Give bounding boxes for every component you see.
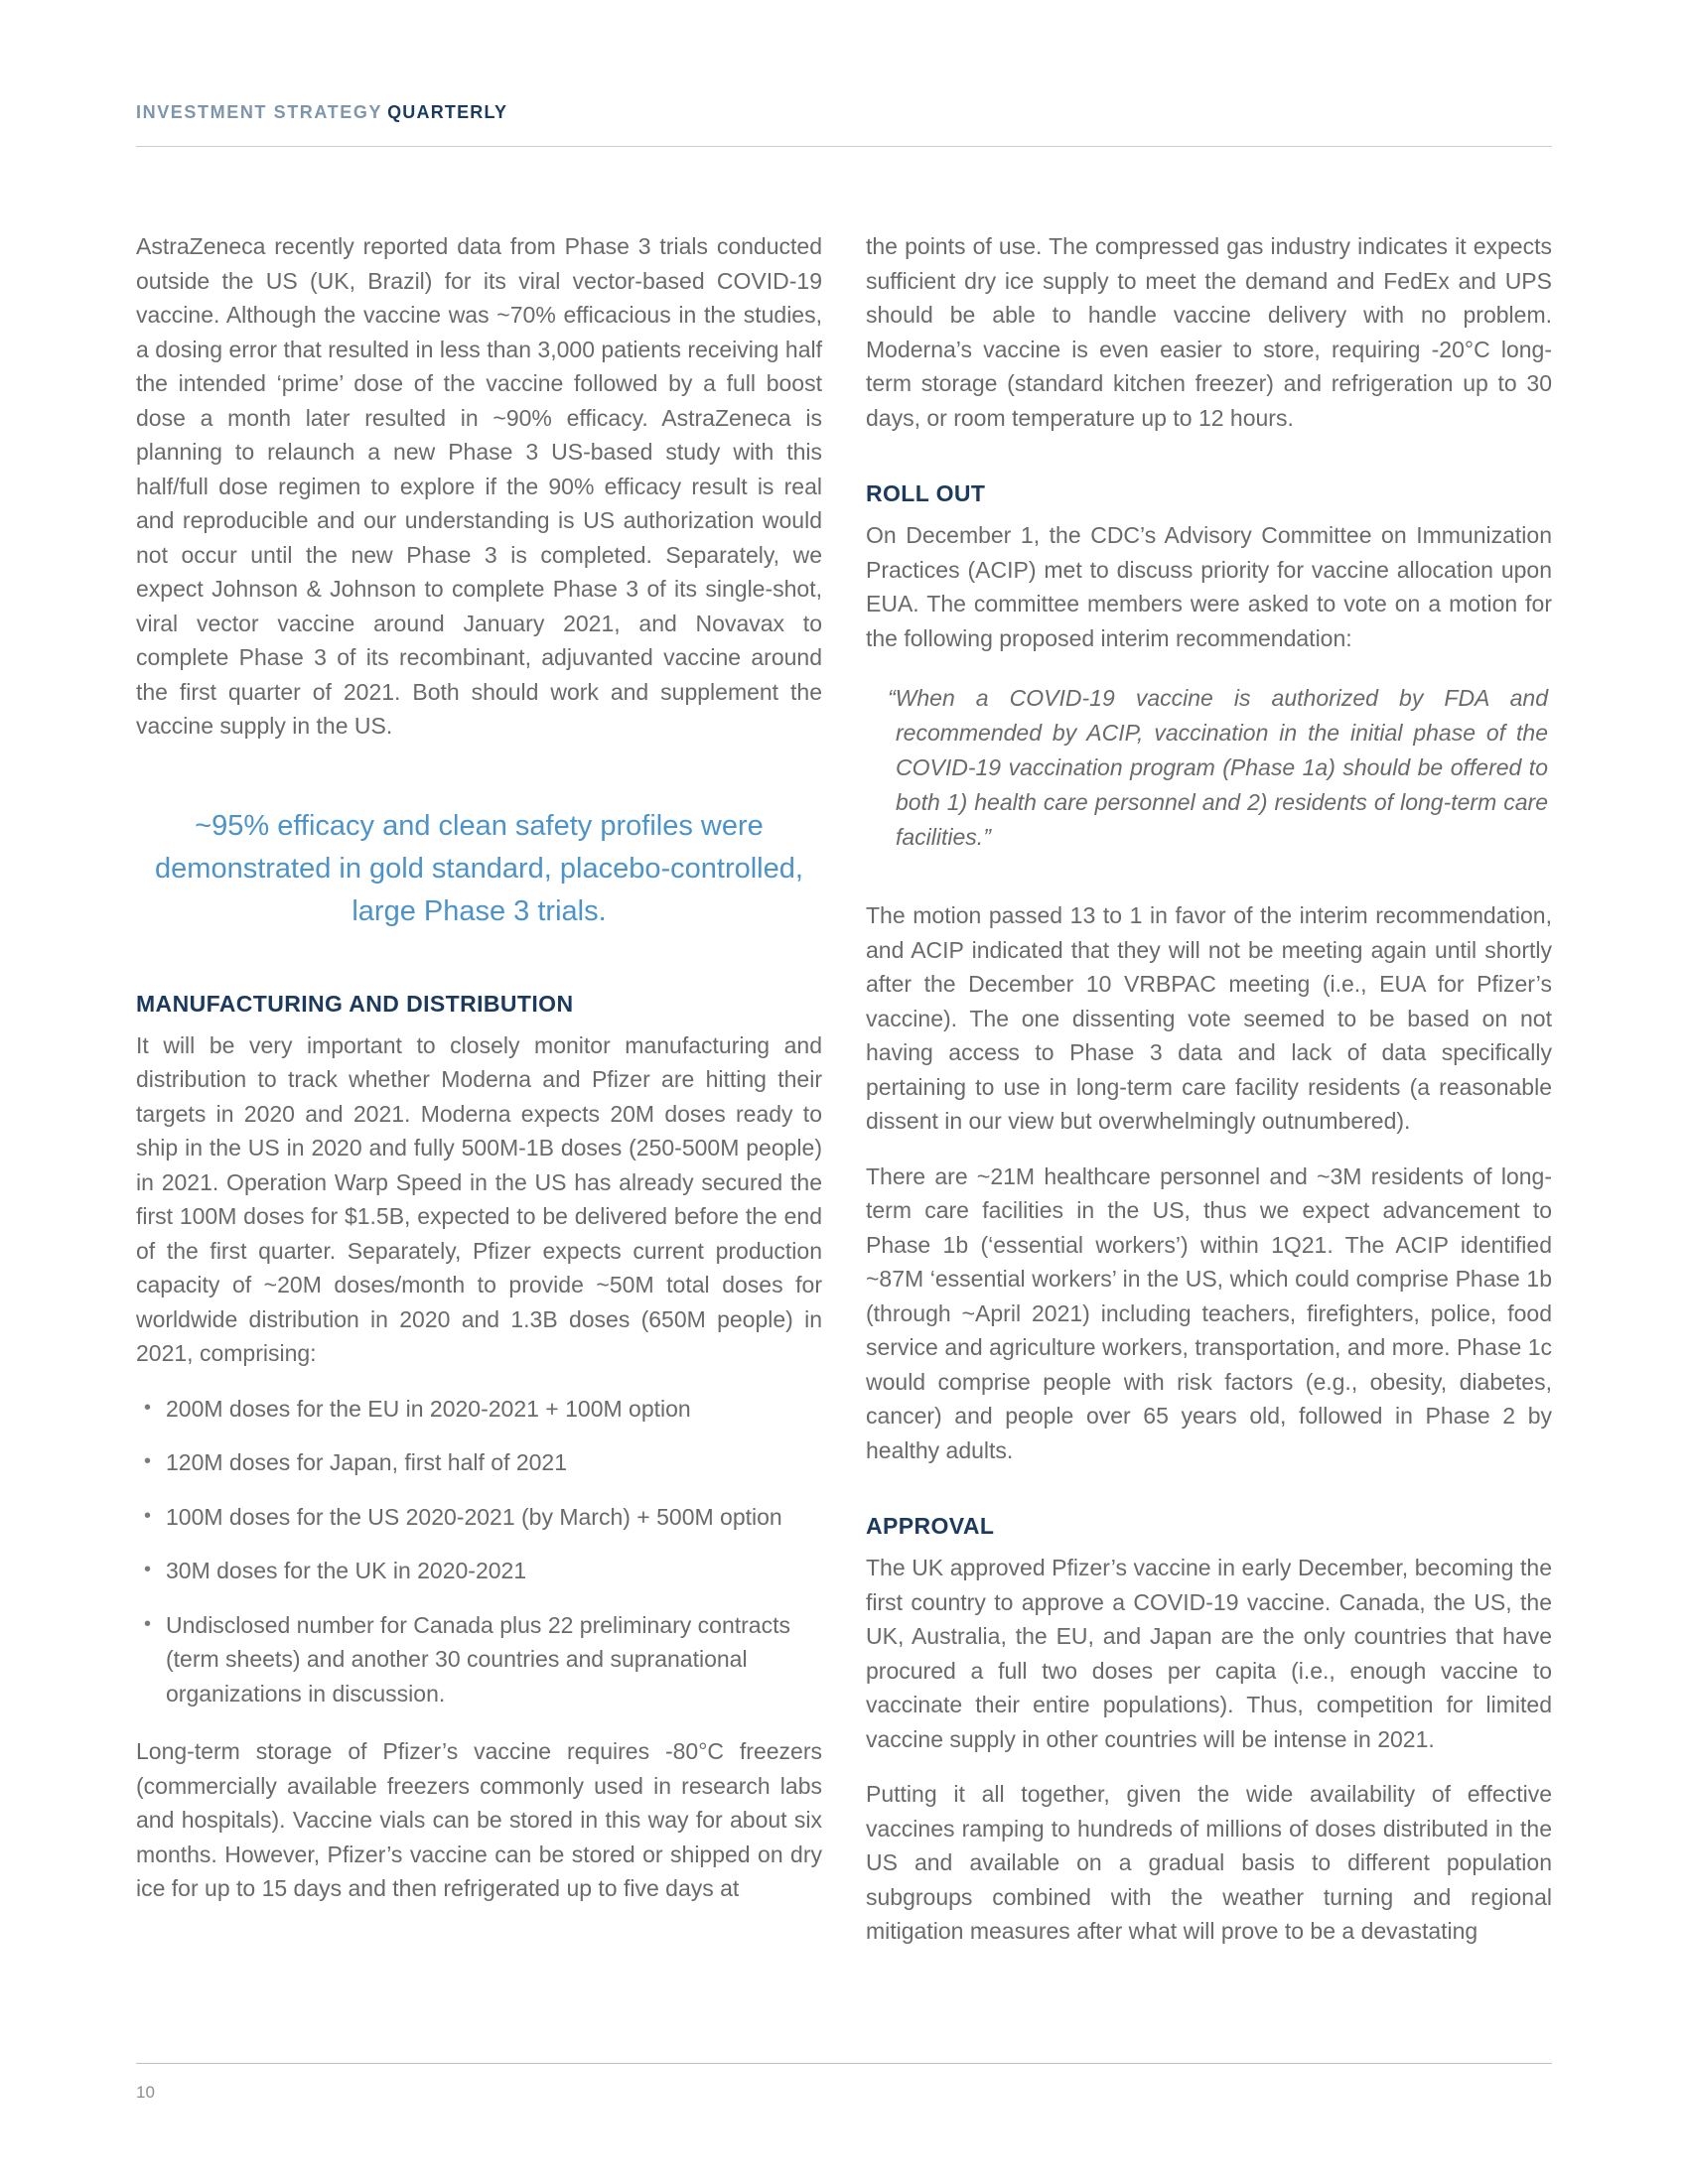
paragraph-acip: On December 1, the CDC’s Advisory Committee on Immunization Practices (ACIP) met to discuss priority for vaccine allocation upon EUA. The committee members were asked to vote on a motion for the following proposed interim recommendation: — [866, 522, 1552, 651]
paragraph-outlook: Putting it all together, given the wide availability of effective vaccines ramping to hundreds of millions of doses distributed in the US and available on a gradual basis to different population subgroups combined with the weather turning and regional mitigation measures after what will prove to be a devastating — [866, 1781, 1552, 1944]
paragraph-astrazeneca: AstraZeneca recently reported data from Phase 3 trials conducted outside the US (UK, Brazil) for its viral vector-based COVID-19 vaccine. Although the vaccine was ~70% efficacious in the studies, a dosing error that resulted in less than 3,000 patients receiving half the intended ‘prime’ dose of the vaccine followed by a full boost dose a month later resulted in ~90% efficacy. AstraZeneca is planning to relaunch a new Phase 3 US-based study with this half/full dose regimen to explore if the 90% efficacy result is real and reproducible and our understanding is US authorization would not occur until the new Phase 3 is completed. Separately, we expect Johnson & Johnson to complete Phase 3 of its single-shot, viral vector vaccine around January 2021, and Novavax to complete Phase 3 of its recombinant, adjuvanted vaccine around the first quarter of 2021. Both should work and supplement the vaccine supply in the US. — [136, 233, 822, 739]
section-heading-approval: APPROVAL — [866, 1513, 995, 1539]
list-item: • 30M doses for the UK in 2020-2021 — [136, 1554, 822, 1588]
page-header — [136, 102, 1552, 123]
list-item: • 120M doses for Japan, first half of 2021 — [136, 1445, 822, 1480]
dose-commitments-list — [136, 1392, 822, 1711]
publication-name-bold: QUARTERLY — [387, 102, 508, 122]
paragraph-storage: Long-term storage of Pfizer’s vaccine requires -80°C freezers (commercially available freezers commonly used in research labs and hospitals). Vaccine vials can be stored in this way for about six months. However, Pfizer’s vaccine can be stored or shipped on dry ice for up to 15 days and then refrigerated up to five days at — [136, 1738, 822, 1901]
page-number: 10 — [136, 2083, 155, 2102]
list-item: • 100M doses for the US 2020-2021 (by March) + 500M option — [136, 1500, 822, 1535]
acip-recommendation-quote: “When a COVID-19 vaccine is authorized by FDA and recommended by ACIP, vaccination in the initial phase of the COVID-19 vaccination program (Phase 1a) should be offered to both 1) health care personnel and 2) residents of long-term care facilities.” — [888, 685, 1548, 850]
publication-name: INVESTMENT STRATEGY — [136, 102, 383, 122]
header-divider — [136, 146, 1552, 147]
section-heading-manufacturing: MANUFACTURING AND DISTRIBUTION — [136, 990, 574, 1017]
left-column — [136, 229, 822, 1970]
paragraph-distribution: the points of use. The compressed gas industry indicates it expects sufficient dry ice supply to meet the demand and FedEx and UPS should be able to handle vaccine delivery with no problem. Moderna’s vaccine is even easier to store, requiring -20°C long-term storage (standard kitchen freezer) and refrigeration up to 30 days, or room temperature up to 12 hours. — [866, 233, 1552, 431]
paragraph-motion: The motion passed 13 to 1 in favor of the interim recommendation, and ACIP indicated that they will not be meeting again until shortly after the December 10 VRBPAC meeting (i.e., EUA for Pfizer’s vaccine). The one dissenting vote seemed to be based on not having access to Phase 3 data and lack of data specifically pertaining to use in long-term care facility residents (a reasonable dissent in our view but overwhelmingly outnumbered). — [866, 902, 1552, 1134]
paragraph-phases: There are ~21M healthcare personnel and ~3M residents of long-term care facilities in the US, thus we expect advancement to Phase 1b (‘essential workers’) within 1Q21. The ACIP identified ~87M ‘essential workers’ in the US, which could comprise Phase 1b (through ~April 2021) including teachers, firefighters, police, food service and agriculture workers, transportation, and more. Phase 1c would comprise people with risk factors (e.g., obesity, diabetes, cancer) and people over 65 years old, followed in Phase 2 by healthy adults. — [866, 1162, 1552, 1463]
article-body — [136, 229, 1552, 1970]
paragraph-approval: The UK approved Pfizer’s vaccine in early December, becoming the first country to approve a COVID-19 vaccine. Canada, the US, the UK, Australia, the EU, and Japan are the only countries that have procured a full two doses per capita (i.e., enough vaccine to vaccinate their entire populations). Thus, competition for limited vaccine supply in other countries will be intense in 2021. — [866, 1555, 1552, 1752]
paragraph-manufacturing: It will be very important to closely monitor manufacturing and distribution to track whether Moderna and Pfizer are hitting their targets in 2020 and 2021. Moderna expects 20M doses ready to ship in the US in 2020 and fully 500M-1B doses (250-500M people) in 2021. Operation Warp Speed in the US has already secured the first 100M doses for $1.5B, expected to be delivered before the end of the first quarter. Separately, Pfizer expects current production capacity of ~20M doses/month to provide ~50M total doses for worldwide distribution in 2020 and 1.3B doses (650M people) in 2021, comprising: — [136, 1031, 822, 1366]
footer-divider — [136, 2063, 1552, 2064]
list-item: • 200M doses for the EU in 2020-2021 + 100M option — [136, 1392, 822, 1427]
pull-quote: ~95% efficacy and clean safety profiles were demonstrated in gold standard, placebo-controlled, large Phase 3 trials. — [155, 809, 803, 927]
section-heading-rollout: ROLL OUT — [866, 480, 986, 506]
list-item: • Undisclosed number for Canada plus 22 preliminary contracts (term sheets) and another 30 countries and supranational organizations in discussion. — [136, 1608, 822, 1711]
right-column — [866, 229, 1552, 1970]
